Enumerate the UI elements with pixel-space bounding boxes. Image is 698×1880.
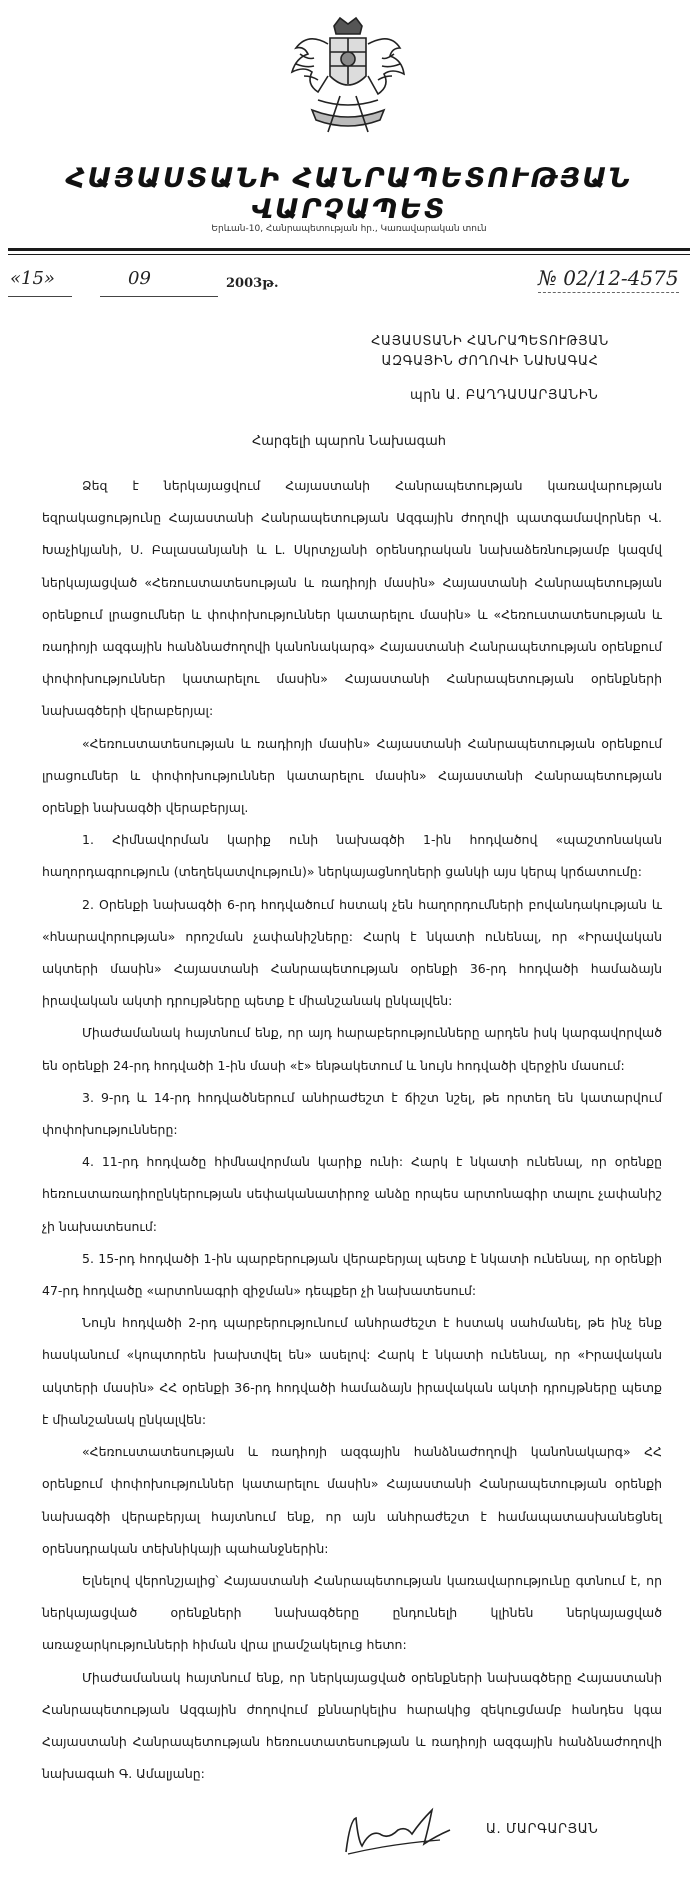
body-paragraph: 3. 9-րդ և 14-րդ հոդվածներում անհրաժեշտ է ճիշտ նշել, թե որտեղ են կատարվում փոփոխությունները:: [42, 1089, 662, 1138]
body-paragraph: 2. Օրենքի նախագծի 6-րդ հոդվածում հստակ չեն հաղորդումների բովանդակության և «հնարավորության» որոշման չափանիշները: Հարկ է նկատի ունենալ, որ «Իրավական ակտերի մասին» Հայաստանի Հանրապետության օրենքի 36-րդ հոդվածի համաձայն իրավական ակտի դրույթները պետք է միանշանակ ընկալվեն:: [42, 896, 662, 1009]
letter-body: [42, 470, 662, 1790]
salutation: Հարգելի պարոն Նախագահ: [251, 434, 447, 449]
header-divider-thin: [8, 254, 690, 255]
body-paragraph: «Հեռուստատեսության և ռադիոյի մասին» Հայաստանի Հանրապետության օրենքում լրացումներ և փոփոխություններ կատարելու մասին» Հայաստանի Հանրապետության օրենքի նախագծի վերաբերյալ.: [42, 735, 662, 816]
addressee-line-2: ԱԶԳԱՅԻՆ ԺՈՂՈՎԻ ՆԱԽԱԳԱՀ: [381, 354, 599, 369]
body-paragraph: Ձեզ է ներկայացվում Հայաստանի Հանրապետության կառավարության եզրակացությունը Հայաստանի Հանրապետության Ազգային ժողովի պատգամավորներ Վ. Խաչիկյանի, Ս. Բալասանյանի և Լ. Սկրտչյանի օրենսդրական նախաձեռնությամբ կազմվ ներկայացված «Հեռուստատեսության և ռադիոյի մասին» Հայաստանի Հանրապետության օրենքում լրացումներ և փոփոխություններ կատարելու մասին» և «Հեռուստատեսության և ռադիոյի ազգային հանձնաժողովի կանոնակարգ» Հայաստանի Հանրապետության օրենքում փոփոխություններ կատարելու մասին» Հայաստանի Հանրապետության օրենքների նախագծերի վերաբերյալ:: [42, 478, 662, 719]
addressee-line-1: ՀԱՅԱՍՏԱՆԻ ՀԱՆՐԱՊԵՏՈՒԹՅԱՆ: [371, 334, 609, 349]
issuing-authority-title: ՀԱՅԱՍՏԱՆԻ ՀԱՆՐԱՊԵՏՈՒԹՅԱՆ ՎԱՐՉԱՊԵՏ: [65, 163, 633, 225]
coat-of-arms-emblem: [278, 14, 418, 142]
header-divider-thick: [8, 248, 690, 251]
addressee-name: պրն Ա. ԲԱՂԴԱՍԱՐՅԱՆԻՆ: [410, 388, 599, 403]
body-paragraph: Նույն հոդվածի 2-րդ պարբերությունում անհրաժեշտ է հստակ սահմանել, թե ինչ ենք հասկանում «կոպտորեն խախտվել են» ասելով: Հարկ է նկատի ունենալ, որ «Իրավական ակտերի մասին» ՀՀ օրենքի 36-րդ հոդվածի համաձայն իրավական ակտի դրույթները պետք է միանշանակ ընկալվեն:: [42, 1315, 662, 1427]
signatory-name: Ա. ՄԱՐԳԱՐՅԱՆ: [486, 1822, 599, 1837]
body-paragraph: Ելնելով վերոնշյալից՝ Հայաստանի Հանրապետության կառավարությունը գտնում է, որ ներկայացված օրենքների նախագծերը ընդունելի կլինեն ներկայացված առաջարկությունների հիման վրա լրամշակելուց հետո:: [42, 1572, 662, 1653]
body-paragraph: «Հեռուստատեսության և ռադիոյի ազգային հանձնաժողովի կանոնակարգ» ՀՀ օրենքում փոփոխություններ կատարելու մասին» Հայաստանի Հանրապետության օրենքի նախագծի վերաբերյալ հայտնում ենք, որ այն անհրաժեշտ է համապատասխանեցնել օրենսդրական տեխնիկայի պահանջներին:: [42, 1444, 662, 1556]
date-month-underline: [100, 296, 218, 297]
date-day: «15»: [10, 268, 55, 289]
address-line: Երևան-10, Հանրապետության հր., Կառավարական տուն: [211, 224, 487, 234]
body-paragraph: 1. Հիմնավորման կարիք ունի նախագծի 1-ին հոդվածով «պաշտոնական հաղորդագրություն (տեղեկատվություն)» ներկայացնողների ցանկի այս կերպ կրճատումը:: [42, 832, 662, 880]
reference-number: № 02/12-4575: [538, 266, 679, 293]
body-paragraph: 4. 11-րդ հոդվածը հիմնավորման կարիք ունի: Հարկ է նկատի ունենալ, որ օրենքը հեռուստառադիոընկերության սեփականատիրոջ անձը որպես արտոնագիր տալու չափանիշ չի նախատեսում:: [42, 1154, 662, 1234]
body-paragraph: Միաժամանակ հայտնում ենք, որ այդ հարաբերությունները արդեն իսկ կարգավորված են օրենքի 24-րդ հոդվածի 1-ին մասի «է» ենթակետում և նույն հոդվածի վերջին մասում:: [42, 1025, 662, 1073]
addressee-block: [300, 332, 680, 372]
date-day-underline: [8, 296, 72, 297]
date-year: 2003թ.: [226, 276, 279, 291]
handwritten-signature: [340, 1800, 460, 1860]
body-paragraph: 5. 15-րդ հոդվածի 1-ին պարբերության վերաբերյալ պետք է նկատի ունենալ, որ օրենքի 47-րդ հոդվածը «արտոնագրի զիջման» դեպքեր չի նախատեսում:: [42, 1250, 662, 1299]
date-month: 09: [128, 268, 151, 289]
body-paragraph: Միաժամանակ հայտնում ենք, որ ներկայացված օրենքների նախագծերը Հայաստանի Հանրապետության Ազգային ժողովում քննարկելիս հարակից զեկուցմամբ հանդես կգա Հայաստանի Հանրապետության հեռուստատեսության և ռադիոյի ազգային հանձնաժողովի նախագահ Գ. Ամալյանը:: [42, 1669, 662, 1782]
